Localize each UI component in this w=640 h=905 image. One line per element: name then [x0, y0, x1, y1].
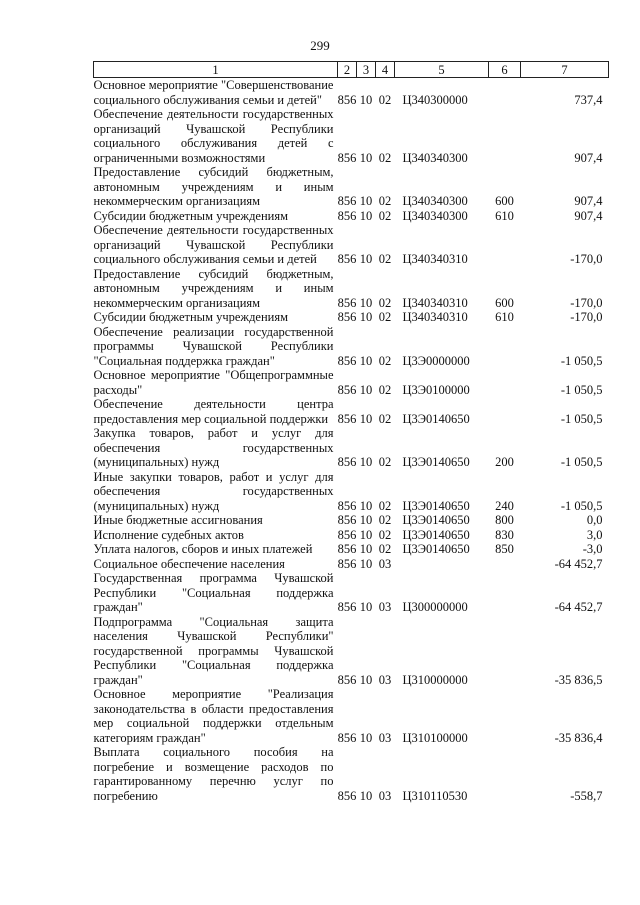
table-row	[94, 78, 609, 108]
row-subsection-cell: 02	[378, 411, 392, 426]
row-section-cell: 10	[359, 513, 373, 527]
row-section-cell: 10	[359, 498, 373, 513]
row-expense-type-cell	[489, 78, 521, 108]
row-target-article-cell: Ц340340310	[402, 252, 468, 266]
row-subsection-cell: 02	[378, 455, 392, 469]
table-row	[94, 571, 609, 615]
row-section-cell: 10	[359, 788, 373, 803]
row-amount-cell: -170,0	[570, 252, 603, 266]
header-col-5: 5	[395, 62, 489, 78]
row-amount-cell: -35 836,5	[554, 672, 603, 687]
row-section-cell: 10	[359, 730, 373, 745]
row-name-cell: Государственная программа Чувашской Республики "Социальная поддержка граждан"	[93, 571, 334, 614]
page-number: 299	[310, 38, 330, 53]
row-amount-cell: 907,4	[574, 208, 603, 223]
row-amount-cell: 737,4	[574, 92, 603, 107]
row-amount-cell: -558,7	[570, 788, 603, 803]
row-expense-type-cell	[489, 687, 521, 745]
row-expense-type-cell	[489, 557, 521, 572]
row-chapter-cell: 856	[337, 310, 357, 324]
row-expense-type-cell	[489, 368, 521, 397]
row-name-cell: Закупка товаров, работ и услуг для обеспечения государственных (муниципальных) нужд	[93, 426, 334, 469]
row-amount-cell: -3,0	[582, 542, 603, 556]
row-section-cell: 10	[359, 411, 373, 426]
table-row	[94, 557, 609, 572]
row-name-cell: Субсидии бюджетным учреждениям	[93, 310, 289, 324]
row-target-article-cell: Ц340340300	[402, 194, 468, 208]
row-target-article-cell: Ц310100000	[402, 730, 468, 745]
row-subsection-cell: 03	[378, 788, 392, 803]
row-section-cell: 10	[359, 208, 373, 223]
row-section-cell: 10	[359, 295, 373, 310]
row-section-cell: 10	[359, 600, 373, 614]
header-col-7: 7	[521, 62, 609, 78]
row-name-cell: Обеспечение деятельности государственных организаций Чувашской Республики социального обслуживания семьи и детей	[93, 223, 334, 266]
row-amount-cell: -1 050,5	[560, 498, 603, 513]
row-subsection-cell: 03	[378, 600, 392, 614]
table-row	[94, 615, 609, 688]
row-chapter-cell: 856	[337, 730, 357, 745]
header-col-1: 1	[94, 62, 338, 78]
row-expense-type-cell	[489, 571, 521, 615]
row-amount-cell: -64 452,7	[554, 600, 603, 614]
row-subsection-cell: 02	[378, 92, 392, 107]
row-target-article-cell: Ц3Э0140650	[402, 411, 470, 426]
row-subsection-cell: 02	[378, 542, 392, 556]
row-target-article-cell: Ц340300000	[402, 92, 468, 107]
row-amount-cell: -35 836,4	[554, 730, 603, 745]
row-target-article-cell: Ц340340300	[402, 150, 468, 165]
row-chapter-cell: 856	[337, 411, 357, 426]
table-row	[94, 325, 609, 369]
row-section-cell: 10	[359, 252, 373, 266]
row-name-cell: Обеспечение реализации государственной программы Чувашской Республики "Социальная поддержка граждан"	[93, 324, 334, 368]
table-row	[94, 687, 609, 745]
table-row	[94, 223, 609, 267]
row-subsection-cell: 02	[378, 194, 392, 208]
row-subsection-cell: 02	[378, 208, 392, 223]
row-name-cell: Выплата социального пособия на погребение и возмещение расходов по гарантированному перечню услуг по погребению	[93, 745, 334, 803]
row-amount-cell: -64 452,7	[554, 556, 603, 571]
row-amount-cell: 3,0	[586, 527, 603, 542]
header-col-3: 3	[357, 62, 376, 78]
row-chapter-cell: 856	[337, 252, 357, 266]
row-target-article-cell: Ц340340300	[402, 208, 468, 223]
header-col-6: 6	[489, 62, 521, 78]
table-row	[94, 107, 609, 165]
row-name-cell: Основное мероприятие "Общепрограммные расходы"	[93, 368, 334, 397]
row-amount-cell: 907,4	[574, 194, 603, 208]
row-amount-cell: 0,0	[586, 513, 603, 527]
row-amount-cell: -1 050,5	[560, 411, 603, 426]
row-target-article-cell: Ц3Э0140650	[402, 513, 470, 527]
table-header-row	[94, 62, 609, 78]
table-row	[94, 470, 609, 514]
row-expense-type-cell	[489, 107, 521, 165]
row-amount-cell: 907,4	[574, 150, 603, 165]
row-name-cell: Основное мероприятие "Реализация законодательства в области предоставления мер социальной поддержки отдельным категориям граждан"	[93, 687, 334, 745]
row-expense-type-cell: 600	[495, 295, 514, 310]
row-section-cell: 10	[359, 310, 373, 324]
row-expense-type-cell: 850	[495, 542, 514, 556]
row-expense-type-cell	[489, 325, 521, 369]
table-row	[94, 165, 609, 209]
table-row	[94, 542, 609, 557]
row-subsection-cell: 02	[378, 252, 392, 266]
row-target-article-cell	[395, 557, 489, 572]
table-row	[94, 209, 609, 224]
row-name-cell: Обеспечение деятельности государственных организаций Чувашской Республики социального обслуживания детей с ограниченными возможностями	[93, 107, 334, 165]
header-col-4: 4	[376, 62, 395, 78]
table-row	[94, 528, 609, 543]
table-row	[94, 397, 609, 426]
row-expense-type-cell: 610	[495, 310, 514, 324]
row-expense-type-cell: 600	[495, 194, 514, 208]
row-name-cell: Иные закупки товаров, работ и услуг для обеспечения государственных (муниципальных) нужд	[93, 469, 334, 513]
row-target-article-cell: Ц3Э0100000	[402, 382, 470, 397]
row-expense-type-cell: 610	[495, 208, 514, 223]
row-target-article-cell: Ц310110530	[402, 788, 468, 803]
table-row	[94, 426, 609, 470]
row-section-cell: 10	[359, 353, 373, 368]
header-col-2: 2	[338, 62, 357, 78]
row-section-cell: 10	[359, 150, 373, 165]
row-chapter-cell: 856	[337, 788, 357, 803]
row-subsection-cell: 02	[378, 498, 392, 513]
row-subsection-cell: 02	[378, 295, 392, 310]
row-chapter-cell: 856	[337, 295, 357, 310]
row-subsection-cell: 02	[378, 382, 392, 397]
row-expense-type-cell: 240	[495, 498, 514, 513]
table-row	[94, 745, 609, 803]
row-subsection-cell: 02	[378, 527, 392, 542]
row-target-article-cell: Ц3Э0140650	[402, 527, 470, 542]
row-amount-cell: -170,0	[570, 295, 603, 310]
row-chapter-cell: 856	[337, 382, 357, 397]
row-chapter-cell: 856	[337, 556, 357, 571]
row-subsection-cell: 02	[378, 310, 392, 324]
row-amount-cell: -1 050,5	[560, 455, 603, 469]
row-amount-cell: -1 050,5	[560, 382, 603, 397]
row-chapter-cell: 856	[337, 150, 357, 165]
row-name-cell: Уплата налогов, сборов и иных платежей	[93, 542, 313, 556]
row-expense-type-cell: 800	[495, 513, 514, 527]
row-name-cell: Субсидии бюджетным учреждениям	[93, 208, 289, 223]
row-section-cell: 10	[359, 542, 373, 556]
table-row	[94, 513, 609, 528]
row-target-article-cell: Ц3Э0140650	[402, 542, 470, 556]
row-chapter-cell: 856	[337, 542, 357, 556]
row-name-cell: Социальное обеспечение населения	[93, 556, 285, 571]
row-chapter-cell: 856	[337, 92, 357, 107]
row-subsection-cell: 02	[378, 150, 392, 165]
row-subsection-cell: 03	[378, 730, 392, 745]
row-amount-cell: -1 050,5	[560, 353, 603, 368]
row-expense-type-cell	[489, 223, 521, 267]
row-name-cell: Предоставление субсидий бюджетным, автономным учреждениям и иным некоммерческим организациям	[93, 266, 334, 310]
table-row	[94, 310, 609, 325]
row-chapter-cell: 856	[337, 672, 357, 687]
row-target-article-cell: Ц3Э0140650	[402, 498, 470, 513]
row-section-cell: 10	[359, 527, 373, 542]
row-section-cell: 10	[359, 455, 373, 469]
row-target-article-cell: Ц300000000	[402, 600, 468, 614]
row-chapter-cell: 856	[337, 353, 357, 368]
table-row	[94, 267, 609, 311]
row-chapter-cell: 856	[337, 194, 357, 208]
row-chapter-cell: 856	[337, 208, 357, 223]
row-name-cell: Обеспечение деятельности центра предоставления мер социальной поддержки	[93, 397, 334, 426]
row-name-cell: Исполнение судебных актов	[93, 527, 244, 542]
row-expense-type-cell: 830	[495, 527, 514, 542]
table-row	[94, 368, 609, 397]
row-name-cell: Основное мероприятие "Совершенствование социального обслуживания семьи и детей"	[93, 78, 334, 107]
row-name-cell: Иные бюджетные ассигнования	[93, 513, 263, 527]
row-section-cell: 10	[359, 672, 373, 687]
row-expense-type-cell	[489, 615, 521, 688]
row-expense-type-cell	[489, 397, 521, 426]
row-section-cell: 10	[359, 556, 373, 571]
row-name-cell: Предоставление субсидий бюджетным, автономным учреждениям и иным некоммерческим организациям	[93, 165, 334, 208]
row-target-article-cell: Ц3Э0140650	[402, 455, 470, 469]
row-target-article-cell: Ц340340310	[402, 310, 468, 324]
row-chapter-cell: 856	[337, 600, 357, 614]
row-section-cell: 10	[359, 382, 373, 397]
row-chapter-cell: 856	[337, 498, 357, 513]
row-subsection-cell: 02	[378, 513, 392, 527]
row-target-article-cell: Ц340340310	[402, 295, 468, 310]
row-expense-type-cell: 200	[495, 455, 514, 469]
row-subsection-cell: 03	[378, 556, 392, 571]
row-expense-type-cell	[489, 745, 521, 803]
row-chapter-cell: 856	[337, 455, 357, 469]
row-section-cell: 10	[359, 194, 373, 208]
row-target-article-cell: Ц3Э0000000	[402, 353, 470, 368]
budget-table	[93, 61, 609, 803]
row-chapter-cell: 856	[337, 527, 357, 542]
row-name-cell: Подпрограмма "Социальная защита населения Чувашской Республики" государственной программы Чувашской Республики "Социальная поддержка граждан"	[93, 614, 334, 687]
row-subsection-cell: 03	[378, 672, 392, 687]
row-chapter-cell: 856	[337, 513, 357, 527]
row-target-article-cell: Ц310000000	[402, 672, 468, 687]
table-body	[94, 78, 609, 804]
row-subsection-cell: 02	[378, 353, 392, 368]
row-section-cell: 10	[359, 92, 373, 107]
row-amount-cell: -170,0	[570, 310, 603, 324]
